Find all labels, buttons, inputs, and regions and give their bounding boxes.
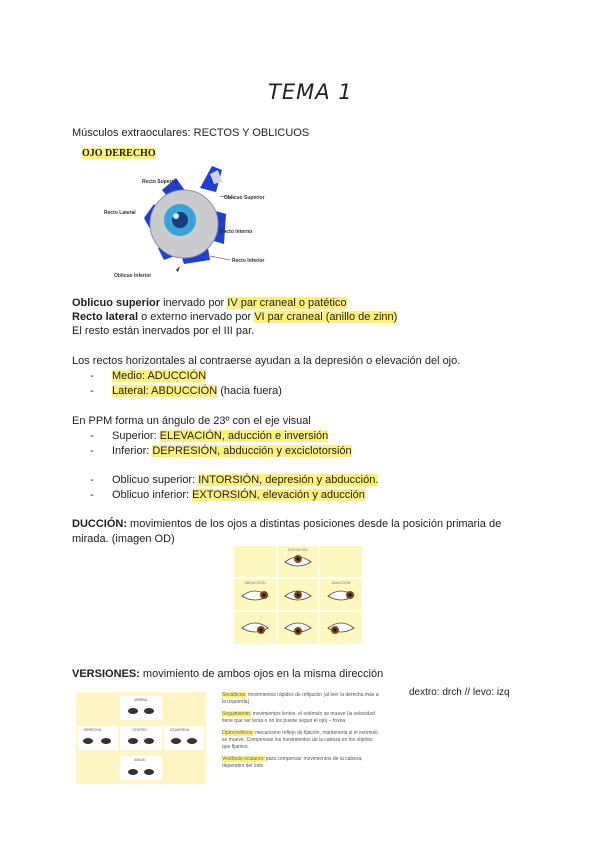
eye-drawing-bottom-left [242,623,268,634]
eye-left-left [171,738,181,744]
eye-right-right [101,738,111,744]
vgrid-label-right: DERECHA [84,728,102,732]
versiones-notes [222,692,380,771]
duccion-line-1: DUCCIÓN: movimientos de los ojos a distintas posiciones desde la posición primaria de [72,518,502,530]
label-recto-superior: Recto Superior [142,179,178,185]
note-sacadicos: Secádicos: movimientos rápidos de refijación (al leer la derecha más a la izquierda) [222,692,379,706]
horizontals-item-2: - Lateral: ABDUCCIÓN (hacia fuera) [90,385,282,397]
eye-center-right [144,738,154,744]
vgrid-label-left: IZQUIERDA [170,728,190,732]
figure-heading: OJO DERECHO [82,148,156,159]
grid-cell-middle-left: ABDUCCIÓN [244,581,266,585]
ppm-item-superior: - Superior: ELEVACIÓN, aducción e inversión [90,430,329,442]
vgrid-label-down: ABAJO [134,758,146,762]
vgrid-label-up: ARRIBA [134,698,148,702]
label-oblicuo-superior: Oblicuo Superior [224,195,265,201]
duccion-eye-grid [234,546,362,644]
versiones-line: VERSIONES: movimiento de ambos ojos en la misma dirección [72,668,384,680]
eye-drawing-bottom-right [328,623,354,634]
eye-up-right [144,708,154,714]
ppm-intro: En PPM forma un ángulo de 23º con el eje visual [72,415,311,427]
eye-drawing-center [285,591,311,600]
eye-right-left [83,738,93,744]
eye-muscles-figure [82,148,290,286]
horizontals-item-1: - Medio: ADUCCIÓN [90,370,207,382]
innervation-line-2: Recto lateral o externo inervado por VI par craneal (anillo de zinn) [72,311,398,323]
dextro-levo-note: dextro: drch // levo: izq [409,687,510,698]
label-recto-lateral: Recto Lateral [104,210,136,216]
grid-cell-middle-right: ADUCCIÓN [331,581,351,585]
page-title: TEMA 1 [268,80,353,104]
label-recto-interno: Recto interno [220,229,253,235]
ppm-item-oblicuo-superior: - Oblicuo superior: INTORSIÓN, depresión y abducción. [90,474,379,486]
vgrid-label-center: CENTRO [132,728,147,732]
label-oblicuo-inferior: Oblicuo Inferior [114,273,152,279]
eye-down-right [144,769,154,775]
versiones-eye-grid [76,692,206,784]
intro-line: Músculos extraoculares: RECTOS Y OBLICUOS [72,127,310,139]
horizontals-intro: Los rectos horizontales al contraerse ayudan a la depresión o elevación del ojo. [72,355,461,367]
duccion-line-2: mirada. (imagen OD) [72,533,175,545]
eye-drawing-bottom-center [285,623,311,635]
eye-illustration [100,148,290,286]
ppm-item-oblicuo-inferior: - Oblicuo inferior: EXTORSIÓN, elevación y aducción [90,489,365,501]
note-seguimiento: Seguimiento: movimientos lentos, el estímulo se mueve (la velocidad tiene que ser lenta o no los puede seguir el ojo) – fovea [222,710,375,725]
note-vestibulo-oculares: Vestíbulo-oculares: para compensar movimientos de la cabeza, dependen del oído [222,755,363,770]
eye-left-right [187,738,197,744]
innervation-line-1: Oblicuo superior inervado por IV par craneal o patético [72,297,347,309]
innervation-line-3: El resto están inervados por el III par. [72,325,255,337]
label-recto-inferior: Recto Inferior [232,258,265,264]
note-optocineticos: Optocinéticos: mecanismo reflejo de fijación, mantenerla si el estímulo se mueve. Compensan los movimientos de la cabeza en los objetos que fijamos. [222,729,378,751]
grid-cell-top: ELEVACIÓN [288,548,308,552]
eye-center-left [128,738,138,744]
eye-up-left [128,708,138,714]
ppm-item-inferior: - Inferior: DEPRESIÓN, abducción y exciclotorsión [90,445,352,457]
eye-down-left [128,769,138,775]
